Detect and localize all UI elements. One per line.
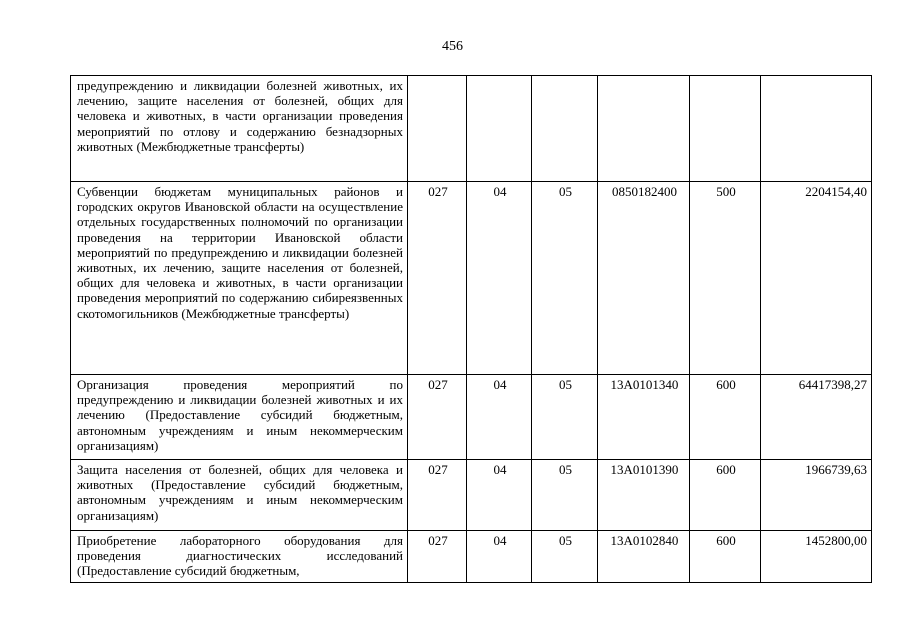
amount-value: 1452800,00 [761, 531, 872, 583]
expense-description: Приобретение лабораторного оборудования для проведения диагностических исследований (Предоставление субсидий бюджетным, [71, 531, 408, 583]
amount-value [761, 76, 872, 182]
target-article-code [598, 76, 690, 182]
ministry-code: 027 [408, 460, 467, 531]
subsection-code: 05 [532, 531, 598, 583]
amount-value: 1966739,63 [761, 460, 872, 531]
budget-table [70, 75, 872, 583]
expense-type-code: 600 [690, 531, 761, 583]
target-article-code: 13А0101340 [598, 375, 690, 460]
target-article-code: 13А0101390 [598, 460, 690, 531]
table-row [71, 460, 872, 531]
table-row [71, 76, 872, 182]
amount-value: 64417398,27 [761, 375, 872, 460]
subsection-code: 05 [532, 182, 598, 375]
ministry-code: 027 [408, 182, 467, 375]
ministry-code [408, 76, 467, 182]
table-row [71, 375, 872, 460]
expense-description: Организация проведения мероприятий по предупреждению и ликвидации болезней животных и их лечению (Предоставление субсидий бюджетным, автономным учреждениям и иным некоммерческим организациям) [71, 375, 408, 460]
target-article-code: 13А0102840 [598, 531, 690, 583]
section-code: 04 [467, 375, 532, 460]
section-code: 04 [467, 531, 532, 583]
subsection-code: 05 [532, 460, 598, 531]
page-number: 456 [442, 39, 463, 54]
table-row [71, 182, 872, 375]
ministry-code: 027 [408, 375, 467, 460]
expense-description: Защита населения от болезней, общих для человека и животных (Предоставление субсидий бюджетным, автономным учреждениям и иным некоммерческим организациям) [71, 460, 408, 531]
expense-type-code [690, 76, 761, 182]
expense-type-code: 600 [690, 375, 761, 460]
expense-type-code: 500 [690, 182, 761, 375]
amount-value: 2204154,40 [761, 182, 872, 375]
section-code [467, 76, 532, 182]
subsection-code [532, 76, 598, 182]
expense-description: Субвенции бюджетам муниципальных районов и городских округов Ивановской области на осуществление отдельных государственных полномочий по организации проведения на территории Ивановской области мероприятий по предупреждению и ликвидации болезней животных, их лечению, защите населения от болезней, общих для человека и животных, в части организации проведения мероприятий по содержанию сибиреязвенных скотомогильников (Межбюджетные трансферты) [71, 182, 408, 375]
subsection-code: 05 [532, 375, 598, 460]
table-row [71, 531, 872, 583]
section-code: 04 [467, 182, 532, 375]
ministry-code: 027 [408, 531, 467, 583]
expense-type-code: 600 [690, 460, 761, 531]
section-code: 04 [467, 460, 532, 531]
expense-description: предупреждению и ликвидации болезней животных, их лечению, защите населения от болезней, общих для человека и животных, в части организации проведения мероприятий по отлову и содержанию безнадзорных животных (Межбюджетные трансферты) [71, 76, 408, 182]
target-article-code: 0850182400 [598, 182, 690, 375]
